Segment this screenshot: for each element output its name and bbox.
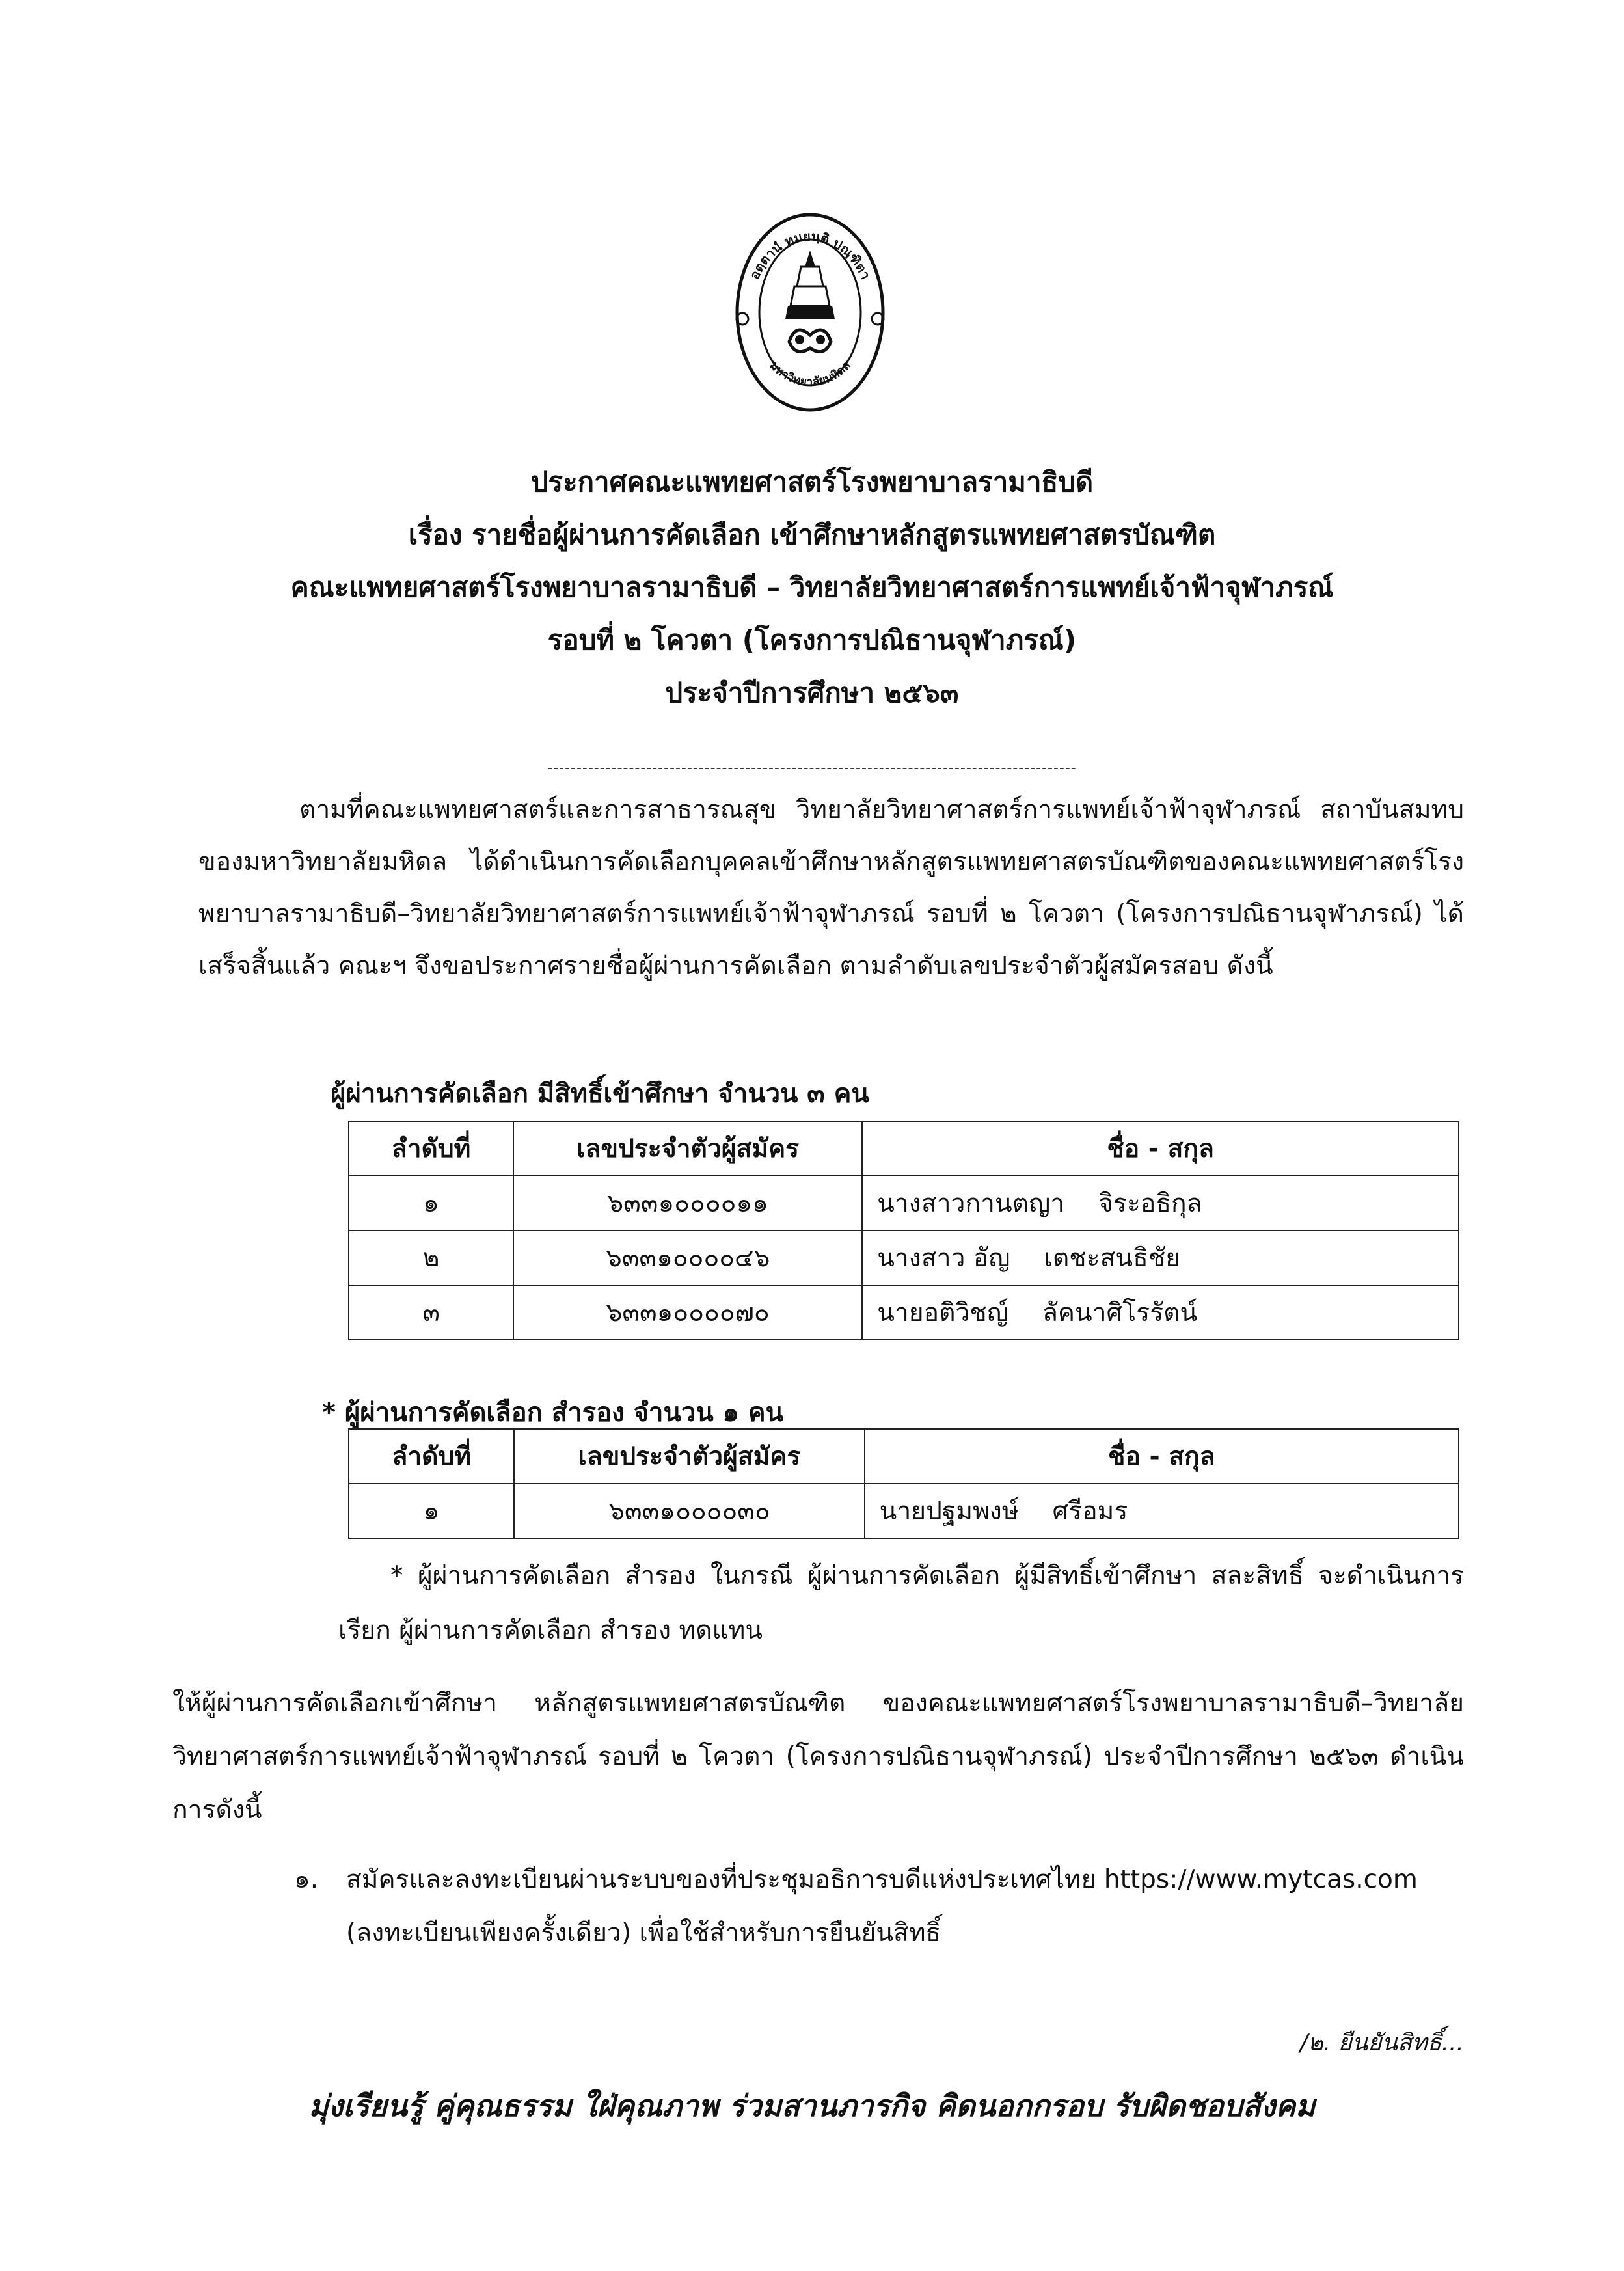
first-name: นายอติวิชญ์ xyxy=(877,1298,1008,1327)
row-name xyxy=(862,1231,1459,1285)
announcement-title xyxy=(0,456,1624,719)
first-name: นางสาวกานตญา xyxy=(877,1189,1065,1218)
item-line-1: สมัครและลงทะเบียนผ่านระบบของที่ประชุมอธิการบดีแห่งประเทศไทย https://www.mytcas.com xyxy=(346,1865,1418,1894)
row-order: ๒ xyxy=(349,1231,513,1285)
header-order: ลำดับที่ xyxy=(349,1429,514,1484)
row-applicant-id: ๖๓๓๑๐๐๐๐๔๖ xyxy=(513,1231,862,1285)
last-name: จิระอธิกุล xyxy=(1098,1189,1202,1218)
table-row xyxy=(349,1484,1459,1538)
table-header-row xyxy=(349,1429,1459,1484)
table-row xyxy=(349,1285,1459,1340)
seal-emblem-icon xyxy=(732,202,888,423)
first-name: นางสาว อัญ xyxy=(877,1244,1010,1273)
row-order: ๑ xyxy=(349,1484,514,1538)
last-name: ลัคนาศิโรรัตน์ xyxy=(1042,1298,1198,1327)
header-name: ชื่อ - สกุล xyxy=(862,1121,1459,1176)
table-row xyxy=(349,1231,1459,1285)
reserve-note-text: * ผู้ผ่านการคัดเลือก สำรอง ในกรณี ผู้ผ่านการคัดเลือก ผู้มีสิทธิ์เข้าศึกษา สละสิทธิ์ จะดำเนินการเรียก ผู้ผ่านการคัดเลือก สำรอง ทดแทน xyxy=(338,1561,1464,1645)
dashed-separator: ------------------------------------------------------------------------------------------- xyxy=(547,760,1077,776)
reserve-table xyxy=(348,1428,1459,1539)
title-line-3: คณะแพทยศาสตร์โรงพยาบาลรามาธิบดี – วิทยาลัยวิทยาศาสตร์การแพทย์เจ้าฟ้าจุฬาภรณ์ xyxy=(290,571,1334,603)
instruction-paragraph: ให้ผู้ผ่านการคัดเลือกเข้าศึกษา หลักสูตรแพทยศาสตรบัณฑิต ของคณะแพทยศาสตร์โรงพยาบาลรามาธิบดี–วิทยาลัยวิทยาศาสตร์การแพทย์เจ้าฟ้าจุฬาภรณ์ รอบที่ ๒ โควตา (โครงการปณิธานจุฬาภรณ์) ประจำปีการศึกษา ๒๕๖๓ ดำเนินการดังนี้ xyxy=(172,1689,1464,1825)
intro-paragraph xyxy=(198,784,1464,992)
title-line-1: ประกาศคณะแพทยศาสตร์โรงพยาบาลรามาธิบดี xyxy=(530,466,1094,498)
reserve-heading: * ผู้ผ่านการคัดเลือก สำรอง จำนวน ๑ คน xyxy=(322,1398,784,1428)
row-name xyxy=(862,1176,1459,1231)
seal-bottom-text: มหาวิทยาลัยมหิดล xyxy=(766,359,854,389)
item-line-2: (ลงทะเบียนเพียงครั้งเดียว) เพื่อใช้สำหรับการยืนยันสิทธิ์ xyxy=(346,1918,941,1948)
table-row xyxy=(349,1176,1459,1231)
header-name: ชื่อ - สกุล xyxy=(865,1429,1459,1484)
row-name xyxy=(862,1285,1459,1340)
item-number: ๑. xyxy=(294,1865,319,1894)
university-seal-logo xyxy=(732,202,888,423)
last-name: เตชะสนธิชัย xyxy=(1044,1244,1181,1273)
row-applicant-id: ๖๓๓๑๐๐๐๐๗๐ xyxy=(513,1285,862,1340)
row-order: ๓ xyxy=(349,1285,513,1340)
header-order: ลำดับที่ xyxy=(349,1121,513,1176)
first-name: นายปฐมพงษ์ xyxy=(879,1497,1019,1526)
admitted-heading: ผู้ผ่านการคัดเลือก มีสิทธิ์เข้าศึกษา จำนวน ๓ คน xyxy=(331,1079,869,1109)
row-applicant-id: ๖๓๓๑๐๐๐๐๑๑ xyxy=(513,1176,862,1231)
svg-text:มหาวิทยาลัยมหิดล xyxy=(766,359,853,389)
row-name xyxy=(865,1484,1459,1538)
header-applicant-id: เลขประจำตัวผู้สมัคร xyxy=(514,1429,864,1484)
title-line-5: ประจำปีการศึกษา ๒๕๖๓ xyxy=(665,677,959,709)
intro-text: ตามที่คณะแพทยศาสตร์และการสาธารณสุข วิทยาลัยวิทยาศาสตร์การแพทย์เจ้าฟ้าจุฬาภรณ์ สถาบันสมทบของมหาวิทยาลัยมหิดล ได้ดำเนินการคัดเลือกบุคคลเข้าศึกษาหลักสูตรแพทยศาสตรบัณฑิตของคณะแพทยศาสตร์โรงพยาบาลรามาธิบดี–วิทยาลัยวิทยาศาสตร์การแพทย์เจ้าฟ้าจุฬาภรณ์ รอบที่ ๒ โควตา (โครงการปณิธานจุฬาภรณ์) ได้เสร็จสิ้นแล้ว คณะฯ จึงขอประกาศรายชื่อผู้ผ่านการคัดเลือก ตามลำดับเลขประจำตัวผู้สมัครสอบ ดังนี้ xyxy=(198,795,1464,981)
table-header-row xyxy=(349,1121,1459,1176)
header-applicant-id: เลขประจำตัวผู้สมัคร xyxy=(513,1121,862,1176)
title-line-2: เรื่อง รายชื่อผู้ผ่านการคัดเลือก เข้าศึกษาหลักสูตรแพทยศาสตรบัณฑิต xyxy=(408,519,1216,551)
list-item xyxy=(294,1853,1465,1960)
row-applicant-id: ๖๓๓๑๐๐๐๐๓๐ xyxy=(514,1484,864,1538)
continued-marker: /๒. ยืนยันสิทธิ์... xyxy=(1299,2030,1464,2056)
seal-top-text: อตฺตานํ ทมยนฺติ ปณฺฑิตา xyxy=(746,228,874,282)
faculty-slogan: มุ่งเรียนรู้ คู่คุณธรรม ใฝ่คุณภาพ ร่วมสานภารกิจ คิดนอกกรอบ รับผิดชอบสังคม xyxy=(308,2088,1316,2123)
last-name: ศรีอมร xyxy=(1052,1497,1128,1526)
admitted-table xyxy=(348,1121,1459,1340)
reserve-note xyxy=(338,1549,1464,1658)
row-order: ๑ xyxy=(349,1176,513,1231)
title-line-4: รอบที่ ๒ โควตา (โครงการปณิธานจุฬาภรณ์) xyxy=(547,624,1077,656)
